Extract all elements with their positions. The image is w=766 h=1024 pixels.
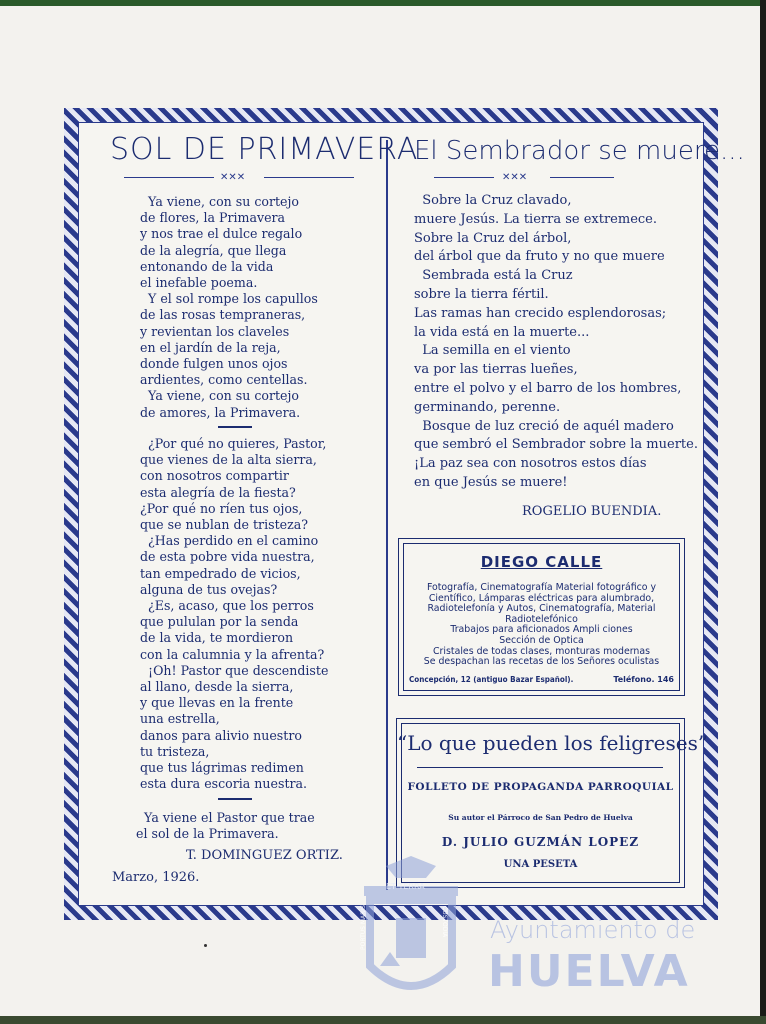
left-title-ornament: ✕✕✕ — [124, 172, 354, 184]
left-poem-date: Marzo, 1926. — [112, 870, 200, 885]
watermark-line-2: HUELVA — [488, 946, 690, 997]
left-poem-stanza-3: Ya viene el Pastor que trae el sol de la Primavera. — [136, 810, 315, 842]
left-poem-stanza-2: ¿Por qué no quieres, Pastor, que vienes de la alta sierra, con nosotros compartir esta alegría de la fiesta? ¿Por qué no ríen tus ojos, que se nublan de tristeza? ¿Has perdido en el camino de esta pobre vida nuestra, tan empedrado de vicios, alguna de tus ovejas? ¿Es, acaso, que los perros que pululan por la senda de la vida, te mordieron con la calumnia y la afrenta? ¡Oh! Pastor que descendiste al llano, desde la sierra, y que llevas en la frente una estrella, danos para alivio nuestro tu tristeza, que tus lágrimas redimen esta dura escoria nuestra. — [140, 436, 329, 792]
left-poem-title: SOL DE PRIMAVERA — [110, 132, 419, 167]
right-title-ornament: ✕✕✕ — [434, 172, 614, 184]
ad-booklet-price: UNA PESETA — [503, 859, 578, 870]
ad-business-name: DIEGO CALLE — [480, 553, 603, 571]
top-edge — [0, 0, 766, 6]
ad-booklet-author: D. JULIO GUZMÁN LOPEZ — [441, 835, 640, 849]
ad-title-rule — [417, 767, 663, 768]
stanza-divider — [218, 798, 252, 800]
ad-booklet-subtitle: FOLLETO DE PROPAGANDA PARROQUIAL — [407, 781, 674, 793]
ad-booklet-author-note: Su autor el Párroco de San Pedro de Huelva — [448, 813, 633, 822]
watermark-line-1: Ayuntamiento de — [490, 916, 696, 944]
left-poem-author: T. DOMINGUEZ ORTIZ. — [186, 848, 343, 863]
ad-phone: Teléfono. 146 — [613, 675, 674, 684]
column-divider — [386, 140, 388, 890]
seal-side-right: CUSTODIA — [441, 906, 448, 938]
seal-caption: ET TERRA — [386, 882, 425, 891]
bottom-edge — [0, 1016, 766, 1024]
left-poem-stanza-1: Ya viene, con su cortejo de flores, la Primavera y nos trae el dulce regalo de la alegría, que llega entonando de la vida el inefable poema. Y el sol rompe los capullos de las rosas tempraneras, y revientan los claveles en el jardín de la reja, donde fulgen unos ojos ardientes, como centellas. Ya viene, con su cortejo de amores, la Primavera. — [140, 194, 318, 420]
ad-booklet-title: “Lo que pueden los feligreses” — [397, 731, 709, 755]
right-poem-author: ROGELIO BUENDIA. — [522, 504, 662, 519]
stanza-divider — [218, 426, 252, 428]
advertisement-diego-calle — [398, 538, 685, 696]
ink-speck — [204, 944, 207, 947]
ad-services-text: Fotografía, Cinematografía Material fotográfico y Científico, Lámparas eléctricas para alumbrado, Radiotelefonía y Autos, Cinematografía, Material Radiotelefónico Trabajos para aficionados Ampli ciones Sección de Optica Cristales de todas clases, monturas modernas Se despachan las recetas de los Señores oculistas — [423, 582, 660, 668]
seal-side-left: PORTUS MARIS — [360, 905, 367, 950]
right-poem-title: El Sembrador se muere... — [414, 136, 745, 166]
ad-address: Concepción, 12 (antiguo Bazar Español). — [409, 675, 574, 684]
right-edge — [760, 0, 766, 1024]
city-seal-watermark-icon — [356, 856, 466, 1006]
right-poem-body: Sobre la Cruz clavado, muere Jesús. La tierra se extremece. Sobre la Cruz del árbol, del árbol que da fruto y no que muere Sembrada está la Cruz sobre la tierra fértil. Las ramas han crecido esplendorosas; la vida está en la muerte... La semilla en el viento va por las tierras lueñes, entre el polvo y el barro de los hombres, germinando, perenne. Bosque de luz creció de aquél madero que sembró el Sembrador sobre la muerte. ¡La paz sea con nosotros estos días en que Jesús se muere! — [414, 193, 698, 490]
